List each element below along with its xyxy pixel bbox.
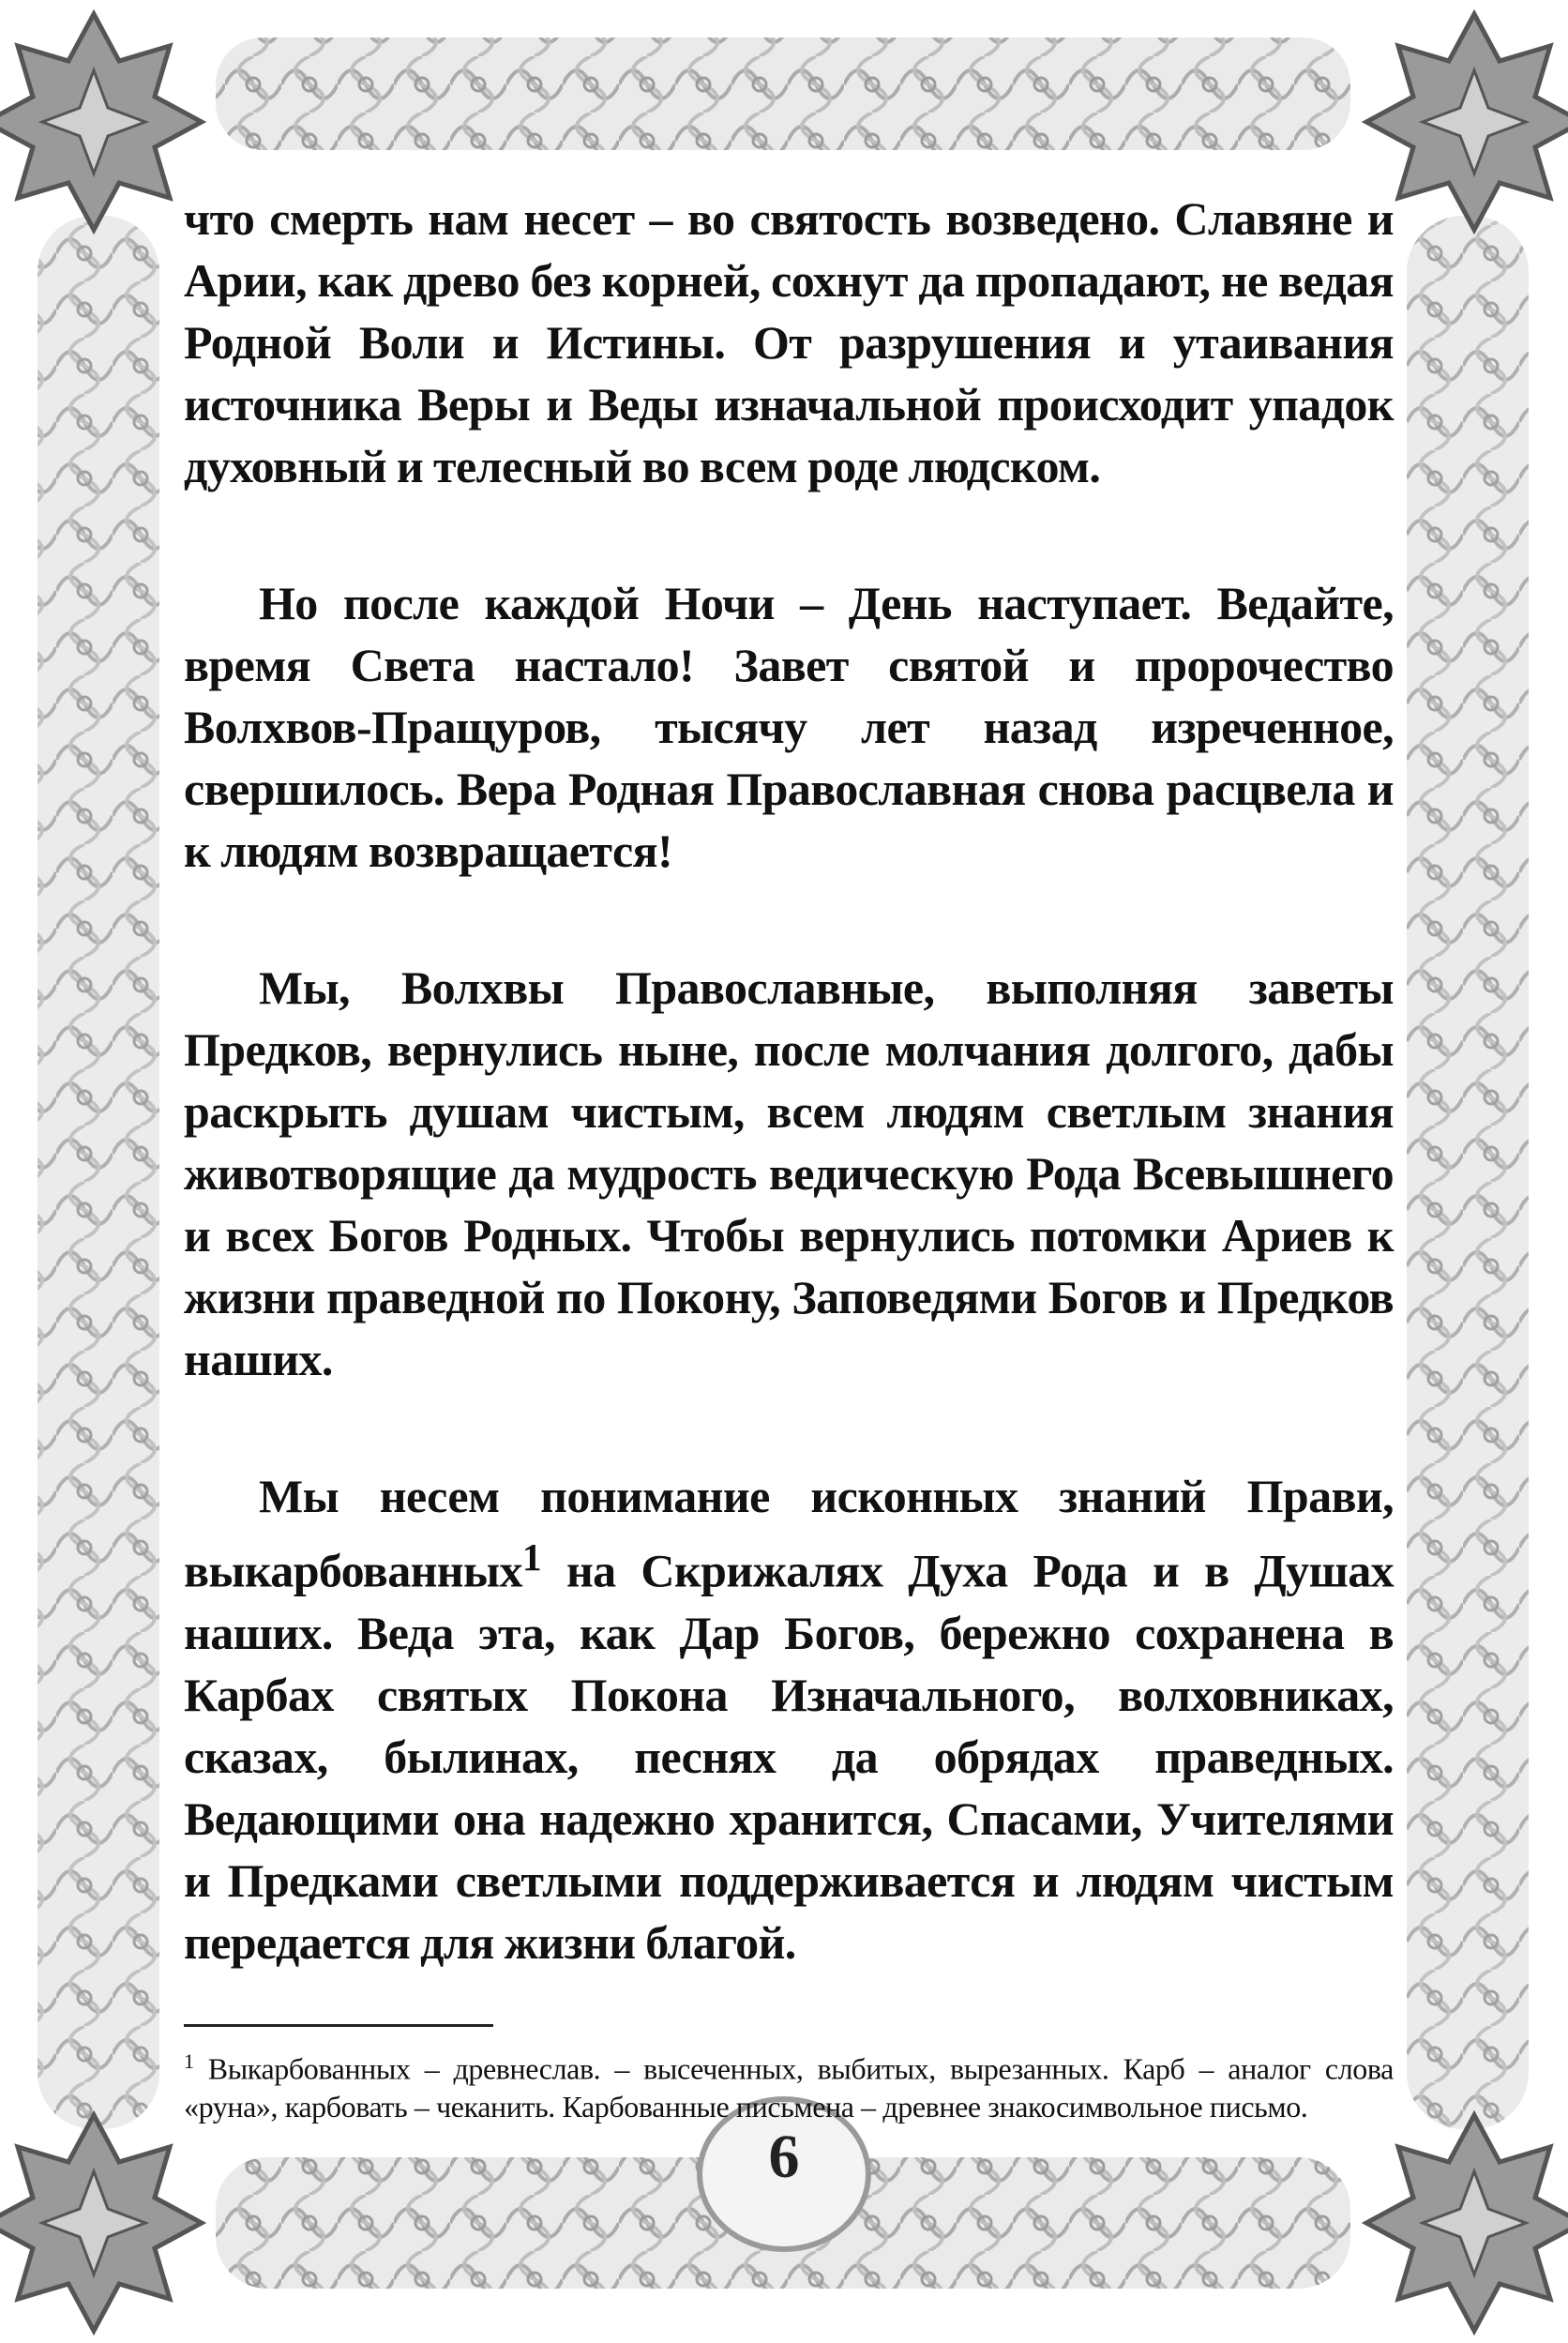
paragraph-2: Но после каждой Ночи – День наступает. Ведайте, время Света настало! Завет святой и пророчество Волхвов-Пращуров, тысячу лет назад изреченное, свершилось. Вера Родная Православная снова расцвела и к людям возвращается! [184, 577, 1394, 877]
paragraph-4 [184, 1465, 1394, 1973]
footnote-divider [184, 2024, 493, 2027]
corner-star-bottom-right-icon [1366, 2115, 1568, 2331]
top-border-band [216, 38, 1350, 150]
paragraph-1: что смерть нам несет – во святость возведено. Славяне и Арии, как древо без корней, сохнут да пропадают, не ведая Родной Воли и Истины. От разрушения и утаивания источника Веры и Веды изначальной происходит упадок духовный и телесный во всем роде людском. [184, 192, 1394, 492]
footnote [184, 2043, 1394, 2125]
footnote-text: Выкарбованных – древнеслав. – высеченных, выбитых, вырезанных. Карб – аналог слова «руна», карбовать – чеканить. Карбованные письмена – древнее знакосимвольное письмо. [184, 2051, 1394, 2124]
left-border-column [38, 216, 159, 2129]
footnote-mark: 1 [184, 2049, 194, 2073]
right-border-column [1407, 216, 1529, 2129]
corner-star-top-left-icon [0, 14, 202, 230]
paragraph-3: Мы, Волхвы Православные, выполняя заветы Предков, вернулись ныне, после молчания долгого, дабы раскрыть душам чистым, всем людям светлым знания животворящие да мудрость ведическую Рода Всевышнего и всех Богов Родных. Чтобы вернулись потомки Ариев к жизни праведной по Покону, Заповедями Богов и Предков наших. [184, 961, 1394, 1385]
body-text [184, 188, 1394, 1973]
corner-star-bottom-left-icon [0, 2115, 202, 2331]
footnote-reference: 1 [521, 1536, 542, 1580]
paragraph-4-text-start: Мы несем понимание исконных знаний Прави, выкарбованных [184, 1470, 1394, 1597]
paragraph-4-text-end: на Скрижалях Духа Рода и в Душах наших. Веда эта, как Дар Богов, бережно сохранена в Карбах святых Покона Изначального, волховниках, сказах, былинах, песнях да обрядах праведных. Ведающими она надежно хранится, Спасами, Учителями и Предками светлыми поддерживается и людям чистым передается для жизни благой. [184, 1544, 1394, 1969]
page-number: 6 [768, 2123, 800, 2191]
corner-star-top-right-icon [1366, 14, 1568, 230]
